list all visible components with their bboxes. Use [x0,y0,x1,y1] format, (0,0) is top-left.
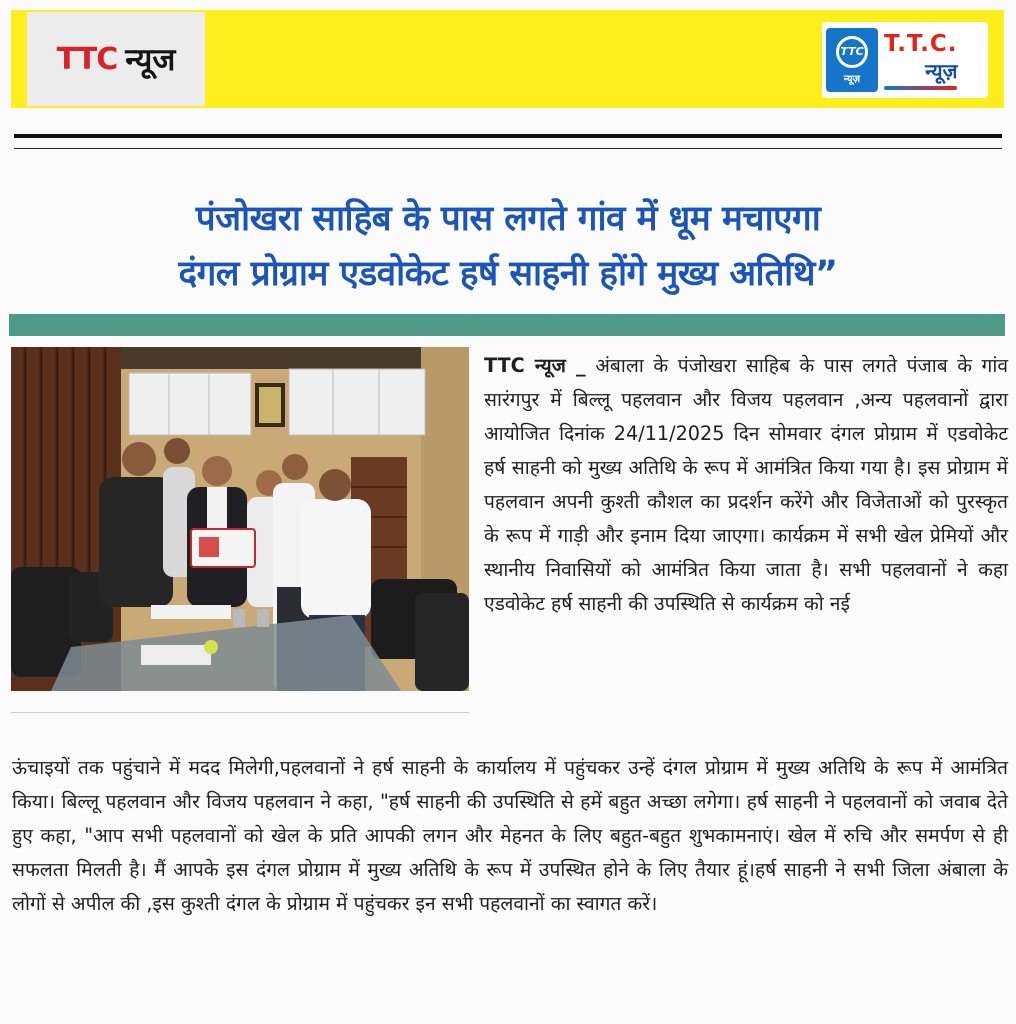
headline [8,192,1008,302]
headline-line-1: पंजोखरा साहिब के पास लगते गांव में धूम मचाएगा [195,199,821,239]
divider-thick [14,134,1002,138]
logo-text [884,31,957,90]
article-continuation: ऊंचाइयों तक पहुंचाने में मदद मिलेगी,पहलवानों ने हर्ष साहनी के कार्यालय में पहुंचकर उन्हें दंगल प्रोग्राम में मुख्य अतिथि के रूप में आमंत्रित किया। बिल्लू पहलवान और विजय पहलवान ने कहा, "हर्ष साहनी की उपस्थिति से हमें बहुत अच्छा लगेगा। हर्ष साहनी ने पहलवानों को जवाब देते हुए कहा, "आप सभी पहलवानों को खेल के प्रति आपकी लगन और मेहनत के लिए बहुत-बहुत शुभकामनाएं। खेल में रुचि और समर्पण से ही सफलता मिलती है। मैं आपके इस दंगल प्रोग्राम में मुख्य अतिथि के रूप में उपस्थित होने के लिए तैयार हूं।हर्ष साहनी ने सभी जिला अंबाला के लोगों से अपील की ,इस कुश्ती दंगल के प्रोग्राम में पहुंचकर इन सभी पहलवानों का स्वागत करें। [12,756,1008,915]
logo-badge-ring: TTC [836,36,868,68]
headline-line-2: दंगल प्रोग्राम एडवोकेट हर्ष साहनी होंगे मुख्य अतिथि” [178,254,838,294]
brand-ttc: TTC [56,41,118,77]
article-lead [484,349,1008,621]
article-byline: TTC न्यूज _ [484,354,586,377]
divider-thin [14,148,1002,149]
photo-underline [11,712,469,713]
logo-ttc: T.T.C. [884,30,958,57]
logo-badge-icon [826,28,878,92]
news-photo [11,347,469,691]
logo-swoosh [884,86,957,90]
ttc-news-logo [822,22,988,98]
masthead [11,10,1004,108]
brand-wordmark [27,12,205,106]
article-lead-text: अंबाला के पंजोखरा साहिब के पास लगते पंजाब के गांव सारंगपुर में बिल्लू पहलवान और विजय पहलवान ,अन्य पहलवानों द्वारा आयोजित दिनांक 24/11/2025 दिन सोमवार दंगल प्रोग्राम में एडवोकेट हर्ष साहनी को मुख्य अतिथि के रूप में आमंत्रित किया गया है। इस प्रोग्राम में पहलवान अपनी कुश्ती कौशल का प्रदर्शन करेंगे और विजेताओं को पुरस्कृत के रूप में गाड़ी और इनाम दिया जाएगा। कार्यक्रम में सभी खेल प्रेमियों और स्थानीय निवासियों को आमंत्रित किया जाता है। सभी पहलवानों ने कहा एडवोकेट हर्ष साहनी की उपस्थिति से कार्यक्रम को नई [484,354,1008,615]
brand-news: न्यूज [125,42,176,78]
logo-badge-small: न्यूज़ [843,73,861,85]
headline-accent-bar [9,314,1005,336]
logo-news: न्यूज़ [925,58,958,83]
